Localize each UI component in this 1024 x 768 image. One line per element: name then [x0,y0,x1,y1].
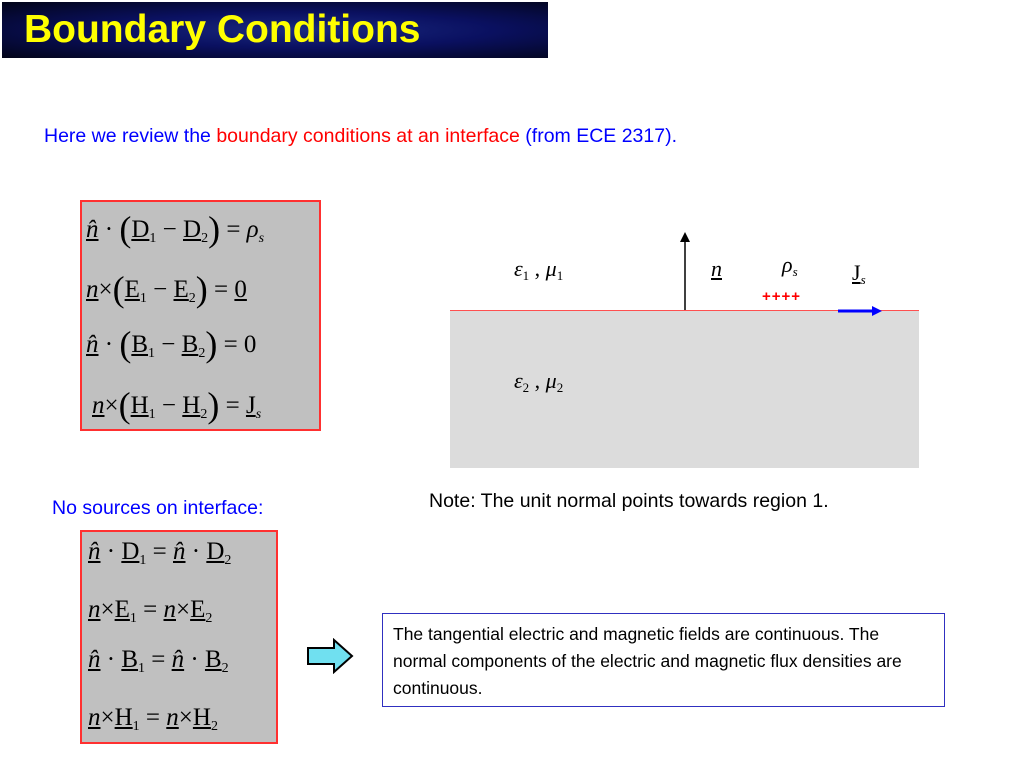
surface-charges: ++++ [762,288,802,305]
normal-label: n [711,256,722,281]
sf-equation-h: $n\times H_1 = n\times H_2$ [88,704,218,734]
interface-diagram [450,200,920,470]
sf-equation-d: n̂ · $D_1$ = n̂ · $D_2$ [88,538,232,568]
bc-equation-e: $n\times(E_1 - E_2) = 0$ [86,269,247,309]
conclusion-box: The tangential electric and magnetic fields are continuous. The normal components of the electric and magnetic flux densities are continuous. [382,613,945,707]
source-free-bc-box [80,530,278,744]
region-1-params: $\varepsilon_1$ , $\mu_1$ [514,256,564,283]
no-sources-label: No sources on interface: [52,497,264,519]
region-2-params: $\varepsilon_2$ , $\mu_2$ [514,368,564,395]
bc-equation-h: $n\times(H_1 - H_2) = J_s$ [92,385,262,425]
bc-equation-b: n̂ · $(B_1 - B_2) = 0$ [86,324,257,364]
intro-highlight: boundary conditions at an interface [216,125,520,147]
surface-charge-label: $\rho_s$ [782,252,798,279]
general-bc-box [80,200,321,431]
right-arrow-icon [306,638,356,674]
bc-equation-d: n̂ · $(D_1 - D_2) = \rho_s$ [86,209,265,249]
normal-arrow-head [680,232,690,242]
current-arrow-head [872,306,882,316]
intro-text [44,125,677,148]
unit-normal-note: Note: The unit normal points towards region 1. [429,490,829,512]
sf-equation-e: $n\times E_1 = n\times E_2$ [88,596,213,626]
slide-title: Boundary Conditions [24,8,421,51]
title-bar [2,2,548,58]
surface-current-label: $J_s$ [852,260,866,287]
intro-part3: (from ECE 2317). [519,125,678,147]
sf-equation-b: n̂ · $B_1$ = n̂ · $B_2$ [88,646,229,676]
intro-part1: Here we review the [44,125,217,147]
